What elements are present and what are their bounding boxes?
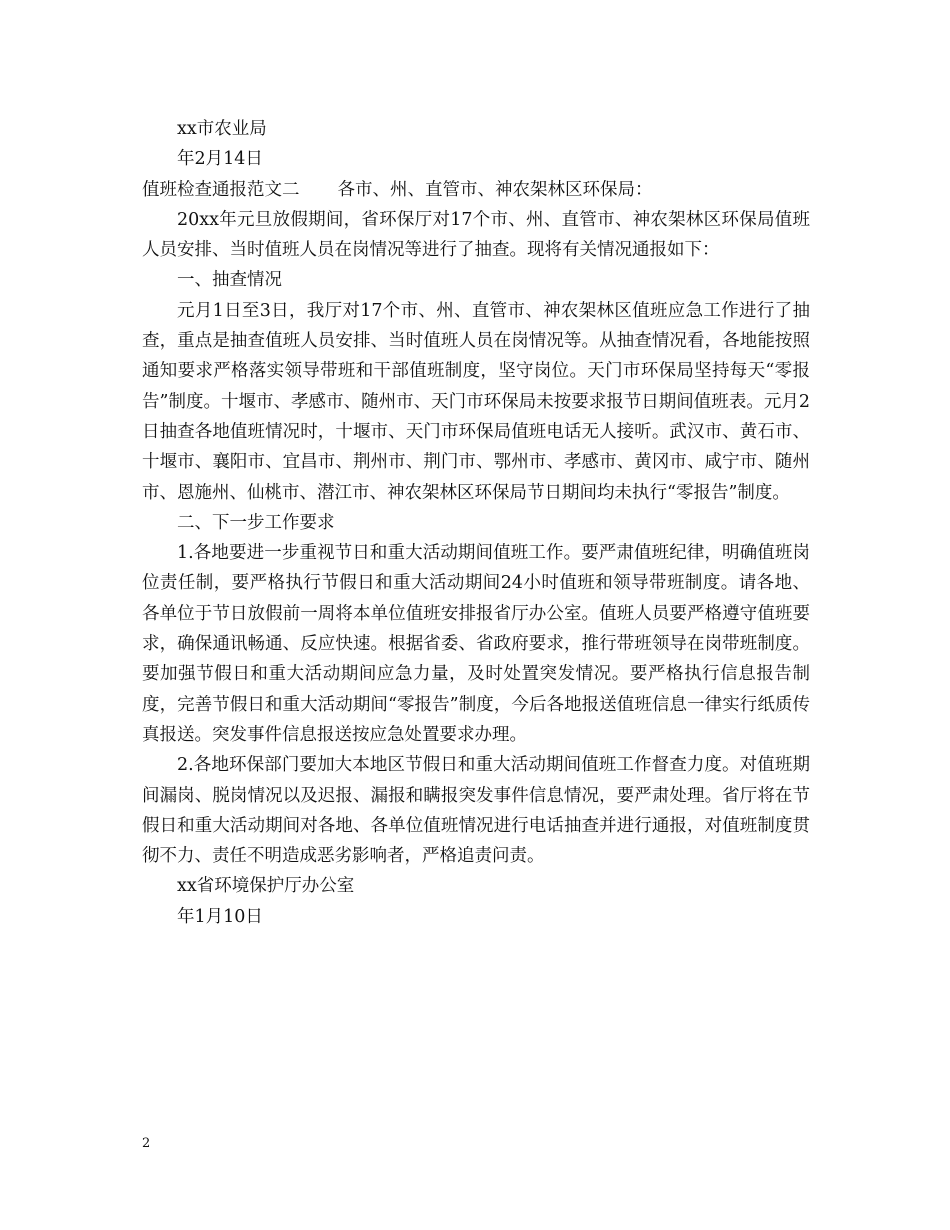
section2-heading: 二、下一步工作要求 (177, 512, 335, 533)
document-title: 值班检查通报范文二 (142, 179, 300, 200)
document-body (142, 114, 810, 932)
page-number: 2 (142, 1136, 151, 1151)
salutation: 各市、州、直管市、神农架林区环保局： (337, 179, 653, 200)
title-line (142, 175, 810, 205)
previous-signature-org: xx市农业局 (177, 119, 267, 139)
signature-org: xx省环境保护厅办公室 (177, 876, 355, 897)
requirement-item-1: 1.各地要进一步重视节日和重大活动期间值班工作。要严肃值班纪律，明确值班岗位责任制，要严格执行节假日和重大活动期间24小时值班和领导带班制度。请各地、各单位于节日放假前一周将本单位值班安排报省厅办公室。值班人员要严格遵守值班要求，确保通讯畅通、反应快速。根据省委、省政府要求，推行带班领导在岗带班制度。要加强节假日和重大活动期间应急力量，及时处置突发情况。要严格执行信息报告制度，完善节假日和重大活动期间“零报告”制度，今后各地报送值班信息一律实行纸质传真报送。突发事件信息报送按应急处置要求办理。 (142, 543, 810, 745)
intro-paragraph: 20xx年元旦放假期间，省环保厅对17个市、州、直管市、神农架林区环保局值班人员安排、当时值班人员在岗情况等进行了抽查。现将有关情况通报如下： (142, 209, 810, 261)
section1-heading: 一、抽查情况 (177, 270, 282, 291)
signature-date: 年1月10日 (177, 906, 263, 927)
requirement-item-2: 2.各地环保部门要加大本地区节假日和重大活动期间值班工作督查力度。对值班期间漏岗、脱岗情况以及迟报、漏报和瞒报突发事件信息情况，要严肃处理。省厅将在节假日和重大活动期间对各地、各单位值班情况进行电话抽查并进行通报，对值班制度贯彻不力、责任不明造成恶劣影响者，严格追责问责。 (142, 755, 810, 867)
previous-signature-date: 年2月14日 (177, 149, 263, 170)
section1-paragraph: 元月1日至3日，我厅对17个市、州、直管市、神农架林区值班应急工作进行了抽查，重点是抽查值班人员安排、当时值班人员在岗情况等。从抽查情况看，各地能按照通知要求严格落实领导带班和干部值班制度，坚守岗位。天门市环保局坚持每天“零报告”制度。十堰市、孝感市、随州市、天门市环保局未按要求报节日期间值班表。元月2日抽查各地值班情况时，十堰市、天门市环保局值班电话无人接听。武汉市、黄石市、十堰市、襄阳市、宜昌市、荆州市、荆门市、鄂州市、孝感市、黄冈市、咸宁市、随州市、恩施州、仙桃市、潜江市、神农架林区环保局节日期间均未执行“零报告”制度。 (142, 300, 810, 503)
